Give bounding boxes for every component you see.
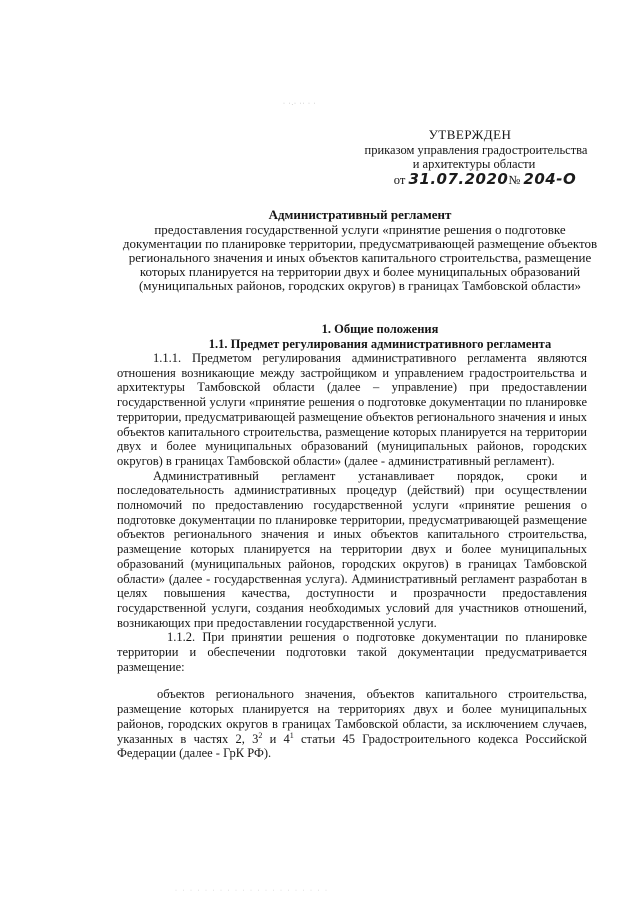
from-label: от <box>393 172 406 187</box>
number-label: № <box>508 172 521 187</box>
paragraph-objects <box>117 687 587 761</box>
section-heading: 1. Общие положения <box>321 322 439 336</box>
approval-block <box>345 128 595 187</box>
superscript-2: 2 <box>258 730 263 740</box>
section-subheading: 1.1. Предмет регулирования административного регламента <box>208 336 552 351</box>
body-text <box>117 351 587 761</box>
scan-artifact-bottom: · · · · · · · · · · · · · · · · · · · · · <box>175 888 329 894</box>
superscript-1: 1 <box>289 730 294 740</box>
paragraph-1-1-2: 1.1.2. При принятии решения о подготовке документации по планировке территории и обеспечении подготовки такой документации предусматривается размещение: <box>117 630 587 674</box>
approval-title: УТВЕРЖДЕН <box>428 127 512 142</box>
paragraph-1-1-1: 1.1.1. Предметом регулирования административного регламента являются отношения возникающие между застройщиком и управлением градостроительства и архитектуры Тамбовской области (далее – управление) при предоставлении государственной услуги «принятие решения о подготовке документации по планировке территории, предусматривающей размещение объектов регионального значения и иных объектов капитального строительства, размещение которых планируется на территории двух и более муниципальных образований (муниципальных районов, городских округов) в границах Тамбовской области» (далее - административный регламент). <box>117 351 587 468</box>
document-title-block <box>120 208 600 293</box>
approval-department-line: и архитектуры области <box>412 157 536 171</box>
section-heading-block <box>170 322 590 351</box>
paragraph-objects-start: объектов регионального значения, объектов капитального строительства, размещение которых планируется на территориях двух и более муниципальных районов, городских округов в границах Тамбовской области, за исключением случаев, указанных в частях 2, 3 <box>117 687 587 746</box>
paragraph-objects-end: статьи 45 Градостроительного кодекса Российской Федерации (далее - ГрК РФ). <box>117 731 587 761</box>
handwritten-date: 31.07.2020 <box>408 169 509 188</box>
document-subtitle: предоставления государственной услуги «принятие решения о подготовке документации по планировке территории, предусматривающей размещение объектов регионального значения и иных объектов капитального строительства, размещение которых планируется на территории двух и более муниципальных образований (муниципальных районов, городских округов) в границах Тамбовской области» <box>122 222 598 293</box>
handwritten-number: 204-О <box>523 169 577 188</box>
paragraph-regulation: Административный регламент устанавливает порядок, сроки и последовательность административных процедур (действий) при осуществлении полномочий по предоставлению государственной услуги «принятие решения о подготовке документации по планировке территории, предусматривающей размещение объектов регионального значения и иных объектов капитального строительства, размещение которых планируется на территории двух и более муниципальных образований (муниципальных районов, городских округов) в границах Тамбовской области» (далее - государственная услуга). Административный регламент разработан в целях повышения качества, доступности и прозрачности предоставления государственной услуги, создания необходимых условий для участников отношений, возникающих при предоставлении государственной услуги. <box>117 468 587 630</box>
scan-artifact-top: · ·.· ·· · · <box>283 101 317 107</box>
approval-date-number-row <box>375 169 595 188</box>
paragraph-objects-and: и 4 <box>262 731 290 746</box>
approval-order-line: приказом управления градостроительства <box>364 142 588 157</box>
document-title: Административный регламент <box>268 207 452 222</box>
